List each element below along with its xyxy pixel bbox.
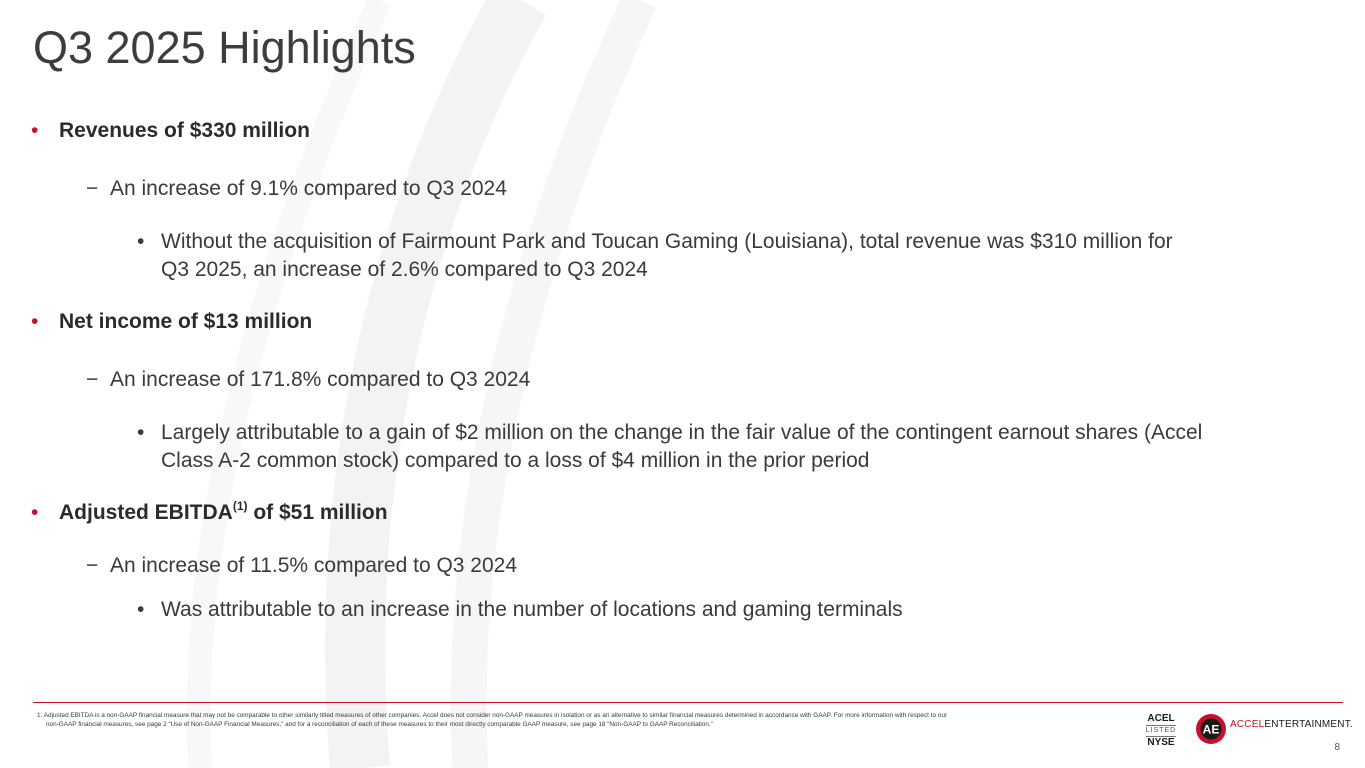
ebitda-heading-value: of $51 million [247,501,388,524]
dash-marker: − [86,177,99,200]
footnote-reference: (1) [232,499,248,513]
footer-divider [33,702,1343,703]
logo-entertainment-word: ENTERTAINMENT. [1264,719,1353,730]
listed-label: LISTED [1145,727,1177,734]
bullet-marker: • [31,119,39,142]
accel-logo-icon [1195,713,1227,745]
net-income-detail-line-1: Largely attributable to a gain of $2 million on the change in the fair value of the contingent earnout shares (Accel [161,421,1203,444]
bullet-marker: • [137,230,145,253]
bullet-marker: • [31,501,39,524]
revenue-detail-line-1: Without the acquisition of Fairmount Park and Toucan Gaming (Louisiana), total revenue was $310 million for [161,230,1173,253]
net-income-increase: An increase of 171.8% compared to Q3 2024 [110,368,531,391]
footnote-line-1: 1. Adjusted EBITDA is a non-GAAP financial measure that may not be comparable to other similarly titled measures of other companies. Accel does not consider non-GAAP measures in isolation or as an alternative to similar financial measures determined in accordance with GAAP. For more information with respect to our [37,712,948,719]
ebitda-detail-line-1: Was attributable to an increase in the number of locations and gaming terminals [161,598,903,621]
logo-accel-word: ACCEL [1230,719,1265,730]
net-income-heading: Net income of $13 million [59,310,313,333]
revenue-increase: An increase of 9.1% compared to Q3 2024 [110,177,507,200]
footnote [37,712,1097,729]
dash-marker: − [86,368,99,391]
company-logo-wordmark [1230,719,1353,730]
revenue-detail-line-2: Q3 2025, an increase of 2.6% compared to Q3 2024 [161,258,648,281]
revenue-heading: Revenues of $330 million [59,119,310,142]
slide-title: Q3 2025 Highlights [33,22,416,73]
dash-marker: − [86,554,99,577]
ticker-symbol: ACEL [1147,713,1175,724]
page-number: 8 [1334,742,1340,753]
logo-mark-letters: AE [1202,722,1220,737]
net-income-detail-line-2: Class A-2 common stock) compared to a loss of $4 million in the prior period [161,449,870,472]
bullet-marker: • [137,598,145,621]
ebitda-heading-label: Adjusted EBITDA [59,501,233,524]
exchange-name: NYSE [1147,737,1175,748]
ebitda-heading [59,499,388,527]
ebitda-increase: An increase of 11.5% compared to Q3 2024 [110,554,518,577]
nyse-listed-badge [1143,713,1179,749]
bullet-marker: • [31,310,39,333]
bullet-marker: • [137,421,145,444]
footnote-line-2: non-GAAP financial measures, see page 2 “Use of Non-GAAP Financial Measures,” and for a reconciliation of each of these measures to their most directly comparable GAAP measure, see page 18 “Non-GAAP to GAAP Reconciliation.” [46,720,713,728]
